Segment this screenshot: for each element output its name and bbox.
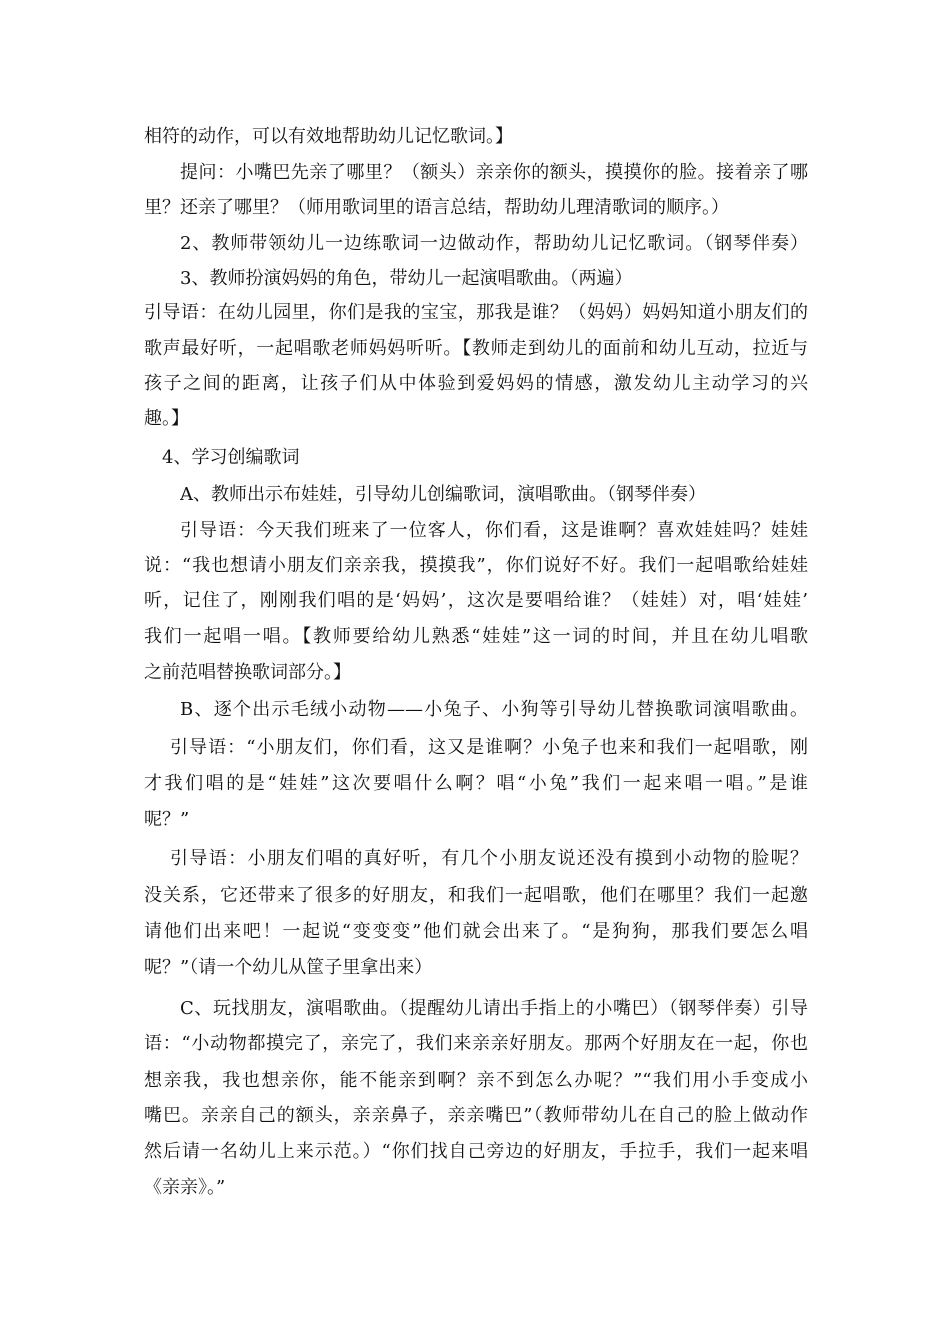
text-line: 呢？”（请一个幼儿从筐子里拿出来） [144,957,433,978]
text-line: 《亲亲》。” [144,1177,226,1198]
text-line: 语：“小动物都摸完了，亲完了，我们来亲亲好朋友。那两个好朋友在一起，你也 [144,1033,808,1054]
text-line: 说：“我也想请小朋友们亲亲我，摸摸我”，你们说好不好。我们一起唱歌给娃娃 [144,555,808,576]
text-line: 引导语：在幼儿园里，你们是我的宝宝，那我是谁？（妈妈）妈妈知道小朋友们的 [144,302,808,323]
text-line: 引导语：小朋友们唱的真好听，有几个小朋友说还没有摸到小动物的脸呢？ [170,848,808,869]
text-line: 2、教师带领幼儿一边练歌词一边做动作，帮助幼儿记忆歌词。（钢琴伴奏） [180,233,808,254]
text-line: 歌声最好听，一起唱歌老师妈妈听听。【教师走到幼儿的面前和幼儿互动，拉近与 [144,338,808,359]
text-line: 之前范唱替换歌词部分。】 [144,662,351,683]
text-line: 引导语：“小朋友们，你们看，这又是谁啊？小兔子也来和我们一起唱歌，刚 [170,737,808,758]
text-line: 我们一起唱一唱。【教师要给幼儿熟悉“娃娃”这一词的时间，并且在幼儿唱歌 [144,626,808,647]
text-line: 没关系，它还带来了很多的好朋友，和我们一起唱歌，他们在哪里？我们一起邀 [144,885,808,906]
text-line: 请他们出来吧！一起说“变变变”他们就会出来了。“是狗狗，那我们要怎么唱 [144,921,808,942]
text-line: 听，记住了，刚刚我们唱的是‘妈妈’，这次是要唱给谁？（娃娃）对，唱‘娃娃’ [144,590,808,611]
text-line: 提问：小嘴巴先亲了哪里？（额头）亲亲你的额头，摸摸你的脸。接着亲了哪 [180,162,808,183]
text-line: A、教师出示布娃娃，引导幼儿创编歌词，演唱歌曲。（钢琴伴奏） [180,484,706,505]
text-line: 想亲我，我也想亲你，能不能亲到啊？亲不到怎么办呢？”“我们用小手变成小 [144,1070,808,1091]
text-line: B、逐个出示毛绒小动物——小兔子、小狗等引导幼儿替换歌词演唱歌曲。 [180,699,808,720]
text-line: 呢？” [144,809,190,830]
text-line: 引导语：今天我们班来了一位客人，你们看，这是谁啊？喜欢娃娃吗？娃娃 [180,520,808,541]
text-line: 孩子之间的距离，让孩子们从中体验到爱妈妈的情感，激发幼儿主动学习的兴 [144,373,808,394]
text-line: 里？还亲了哪里？（师用歌词里的语言总结，帮助幼儿理清歌词的顺序。） [144,197,729,218]
text-line: 然后请一名幼儿上来示范。）“你们找自己旁边的好朋友，手拉手，我们一起来唱 [144,1141,808,1162]
text-line: 相符的动作，可以有效地帮助幼儿记忆歌词。】 [144,126,513,147]
text-line: 嘴巴。亲亲自己的额头，亲亲鼻子，亲亲嘴巴”（教师带幼儿在自己的脸上做动作 [144,1105,808,1126]
text-line: 4、学习创编歌词 [162,447,300,468]
text-line: 才我们唱的是“娃娃”这次要唱什么啊？唱“小兔”我们一起来唱一唱。”是谁 [144,773,808,794]
text-line: 趣。】 [144,408,189,429]
text-line: 3、教师扮演妈妈的角色，带幼儿一起演唱歌曲。（两遍） [180,268,633,289]
text-line: C、玩找朋友，演唱歌曲。（提醒幼儿请出手指上的小嘴巴）（钢琴伴奏）引导 [180,998,808,1019]
